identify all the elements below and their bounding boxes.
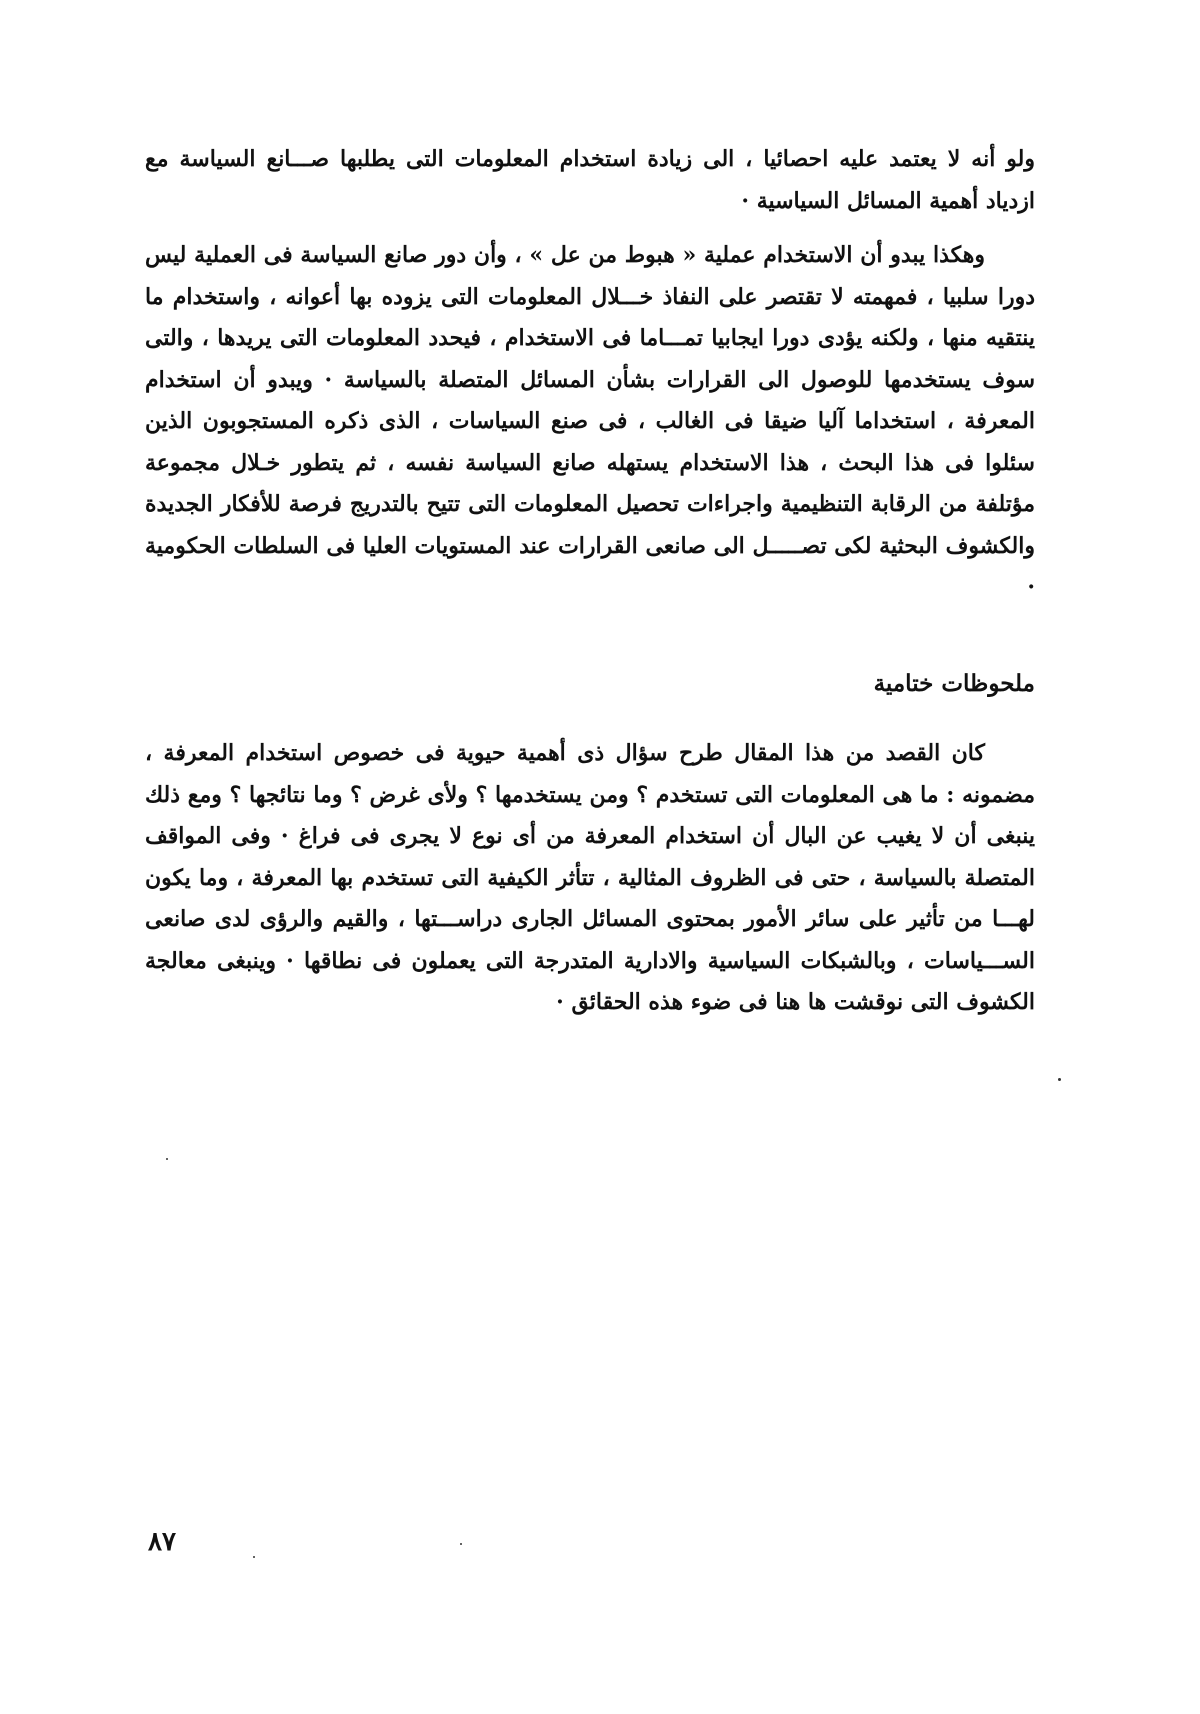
scan-speck <box>460 1543 462 1545</box>
paragraph-concluding-notes <box>145 733 1035 1024</box>
scan-speck <box>253 1556 255 1558</box>
scan-speck <box>166 1158 168 1160</box>
paragraph-text: كان القصد من هذا المقال طرح سؤال ذى أهمية حيوية فى خصوص استخدام المعرفة ، مضمونه : ما هى المعلومات التى تستخدم ؟ ومن يستخدمها ؟ ولأى غرض ؟ وما نتائجها ؟ ومع ذلك ينبغى أن لا يغيب عن البال أن استخدام المعرفة من أى نوع لا يجرى فى فراغ · وفى المواقف المتصلة بالسياسة ، حتى فى الظروف المثالية ، تتأثر الكيفية التى تستخدم بها المعرفة ، وما يكون لهـــا من تأثير على سائر الأمور بمحتوى المسائل الجارى دراســـتها ، والقيم والرؤى لدى صانعى الســـياسات ، وبالشبكات السياسية والادارية المتدرجة التى يعملون فى نطاقها · وينبغى معالجة الكشوف التى نوقشت ها هنا فى ضوء هذه الحقائق · <box>145 740 1035 1015</box>
paragraph-text: ولو أنه لا يعتمد عليه احصائيا ، الى زيادة استخدام المعلومات التى يطلبها صـــانع السياسة مع ازدياد أهمية المسائل السياسية · <box>145 146 1035 214</box>
section-heading: ملحوظات ختامية <box>873 670 1035 697</box>
page-number: ٨٧ <box>148 1527 176 1557</box>
paragraph-continuation <box>145 139 1035 222</box>
scan-speck <box>1058 1078 1061 1081</box>
paragraph-text: وهكذا يبدو أن الاستخدام عملية « هبوط من عل » ، وأن دور صانع السياسة فى العملية ليس دورا سلبيا ، فمهمته لا تقتصر على النفاذ خـــلال المعلومات التى يزوده بها أعوانه ، واستخدام ما ينتقيه منها ، ولكنه يؤدى دورا ايجابيا تمـــاما فى الاستخدام ، فيحدد المعلومات التى يريدها ، والتى سوف يستخدمها للوصول الى القرارات بشأن المسائل المتصلة بالسياسة · ويبدو أن استخدام المعرفة ، استخداما آليا ضيقا فى الغالب ، فى صنع السياسات ، الذى ذكره المستجوبون الذين سئلوا فى هذا البحث ، هذا الاستخدام يستهله صانع السياسة نفسه ، ثم يتطور خـلال مجموعة مؤتلفة من الرقابة التنظيمية واجراءات تحصيل المعلومات التى تتيح بالتدريج فرصة للأفكار الجديدة والكشوف البحثية لكى تصـــــل الى صانعى القرارات عند المستويات العليا فى السلطات الحكومية · <box>145 242 1035 600</box>
paragraph-knowledge-use <box>145 235 1035 609</box>
